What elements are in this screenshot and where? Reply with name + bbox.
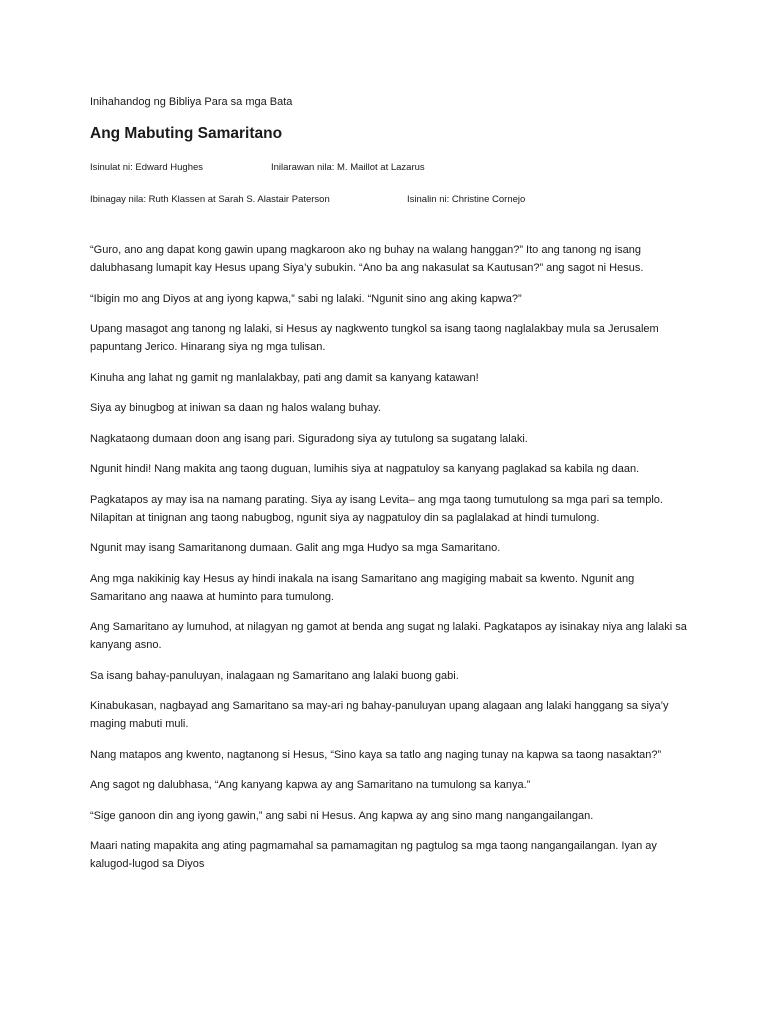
credits-row-2 xyxy=(90,193,690,207)
credits-row-1 xyxy=(90,161,690,175)
paragraph: Maari nating mapakita ang ating pagmamahal sa pamamagitan ng pagtulog sa mga taong nangangailangan. Iyan ay kalugod-lugod sa Diyos xyxy=(90,840,657,870)
story-body xyxy=(90,241,690,873)
author-credit: Isinulat ni: Edward Hughes xyxy=(90,162,204,173)
paragraph: Ang sagot ng dalubhasa, “Ang kanyang kapwa ay ang Samaritano na tumulong sa kanya.” xyxy=(90,779,531,791)
paragraph: Sa isang bahay-panuluyan, inalagaan ng Samaritano ang lalaki buong gabi. xyxy=(90,669,459,682)
document-title: Ang Mabuting Samaritano xyxy=(90,125,283,142)
paragraph: Upang masagot ang tanong ng lalaki, si Hesus ay nagkwento tungkol sa isang taong naglalakbay mula sa Jerusalem papuntang Jerico. Hinarang siya ng mga tulisan. xyxy=(90,323,659,353)
paragraph: Ngunit hindi! Nang makita ang taong duguan, lumihis siya at nagpatuloy sa kanyang paglakad sa kabila ng daan. xyxy=(90,463,640,475)
paragraph: Ang mga nakikinig kay Hesus ay hindi inakala na isang Samaritano ang magiging mabait sa kwento. Ngunit ang Samaritano ang naawa at huminto para tumulong. xyxy=(90,572,635,603)
paragraph: Pagkatapos ay may isa na namang parating. Siya ay isang Levita– ang mga taong tumutulong sa mga pari sa templo. Nilapitan at tinignan ang taong nabugbog, ngunit siya ay nagpatuloy din sa paglalakad at hindi tumulong. xyxy=(90,493,663,524)
document-page xyxy=(90,94,690,886)
paragraph: Nang matapos ang kwento, nagtanong si Hesus, “Sino kaya sa tatlo ang naging tunay na kapwa sa taong nasaktan?” xyxy=(90,748,662,761)
paragraph: Kinabukasan, nagbayad ang Samaritano sa may-ari ng bahay-panuluyan upang alagaan ang lalaki hanggang sa siya’y maging mabuti muli. xyxy=(90,700,669,730)
illustrator-credit: Inilarawan nila: M. Maillot at Lazarus xyxy=(271,162,425,173)
paragraph: “Sige ganoon din ang iyong gawin,” ang sabi ni Hesus. Ang kapwa ay ang sino mang nangangailangan. xyxy=(90,809,594,822)
paragraph: Ang Samaritano ay lumuhod, at nilagyan ng gamot at benda ang sugat ng lalaki. Pagkatapos ay isinakay niya ang lalaki sa kanyang asno. xyxy=(90,621,687,651)
paragraph: Ngunit may isang Samaritanong dumaan. Galit ang mga Hudyo sa mga Samaritano. xyxy=(90,542,501,554)
series-line: Inihahandog ng Bibliya Para sa mga Bata xyxy=(90,96,293,108)
paragraph: Siya ay binugbog at iniwan sa daan ng halos walang buhay. xyxy=(90,402,381,414)
paragraph: “Ibigin mo ang Diyos at ang iyong kapwa,” sabi ng lalaki. “Ngunit sino ang aking kapwa?” xyxy=(90,292,522,305)
translator-credit: Isinalin ni: Christine Cornejo xyxy=(407,194,526,205)
paragraph: Kinuha ang lahat ng gamit ng manlalakbay, pati ang damit sa kanyang katawan! xyxy=(90,371,479,384)
paragraph: “Guro, ano ang dapat kong gawin upang magkaroon ako ng buhay na walang hanggan?” Ito ang tanong ng isang dalubhasang lumapit kay Hesus upang Siya’y subukin. “Ano ba ang nakasulat sa Kautusan?” ang sagot ni Hesus. xyxy=(90,244,644,274)
paragraph: Nagkataong dumaan doon ang isang pari. Siguradong siya ay tutulong sa sugatang lalaki. xyxy=(90,432,528,445)
adapter-credit: Ibinagay nila: Ruth Klassen at Sarah S. Alastair Paterson xyxy=(90,194,330,205)
